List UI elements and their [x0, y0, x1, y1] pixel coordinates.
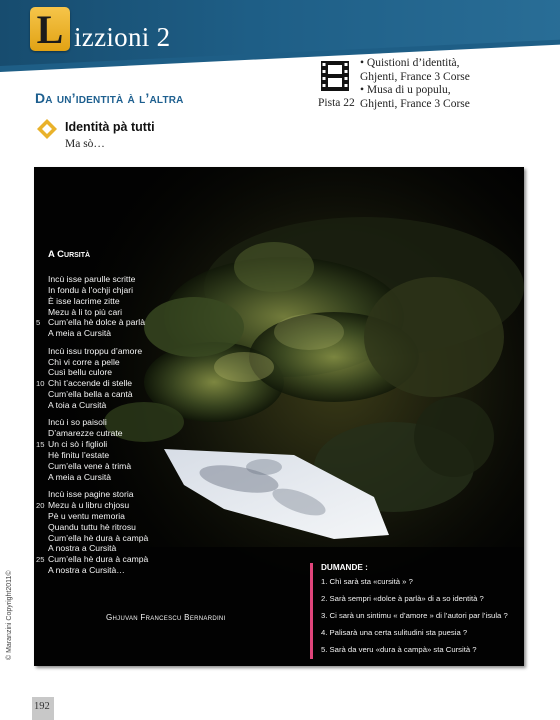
poem-line: A meia a Cursità: [48, 471, 112, 482]
poem-line: Incù issu troppu d’amore: [48, 345, 143, 356]
resource-line: • Quistioni d’identità,: [360, 57, 460, 69]
question-item: 3. Ci sarà un sintimu « d’amore » di l’autori par l’isula ?: [321, 611, 508, 620]
poem-line: A nostra a Cursità…: [48, 565, 125, 576]
copyright-note: © Maranzini Copyright2011©: [6, 570, 13, 660]
resource-line: Ghjenti, France 3 Corse: [360, 97, 470, 110]
poem-line: A nostra a Cursità: [48, 543, 117, 554]
poem-line: Chì vi corre a pelle: [48, 356, 120, 367]
poem-line: Quandu tuttu hè ritrosu: [48, 521, 136, 532]
poem-author: Ghjuvan Francescu Bernardini: [106, 613, 226, 622]
line-number: 20: [36, 500, 45, 510]
logo-letter: L: [36, 7, 64, 52]
poem-line: Cum’ella hè dolce à parlà: [48, 317, 145, 328]
poem-line: A toia a Cursità: [48, 399, 107, 410]
questions-title: DUMANDE :: [321, 563, 368, 572]
film-strip-icon: [321, 61, 349, 91]
subsection-title: Identità pà tutti: [65, 120, 155, 134]
track-label: Pista 22: [318, 97, 355, 109]
diamond-icon: [37, 119, 57, 139]
poem-line: In fondu à l’ochji chjari: [48, 284, 134, 295]
poem-line: D’amarezze cutrate: [48, 428, 123, 439]
question-item: 1. Chì sarà sta «cursità » ?: [321, 577, 413, 586]
lesson-logo: [30, 7, 70, 51]
question-item: 4. Palisarà una certa sulitudini sta puesia ?: [321, 628, 468, 637]
resource-list: [360, 57, 550, 111]
poem-line: Hè finitu l’estate: [48, 449, 110, 460]
resource-line: Ghjenti, France 3 Corse: [360, 70, 470, 83]
line-number: 10: [36, 379, 45, 389]
subsection-subtitle: Ma sò…: [65, 138, 105, 150]
poem-line: Incù isse parulle scritte: [48, 274, 136, 284]
poem-line: Un ci sò i figlioli: [48, 439, 108, 450]
question-item: 2. Sarà sempri «dolce à parlà» di a so identità ?: [321, 594, 484, 603]
question-item: 5. Sarà da veru «dura à campà» sta Cursità ?: [321, 645, 477, 654]
poem-line: Cum’ella vene à trimà: [48, 460, 132, 471]
line-number: 5: [36, 318, 41, 328]
poem-line: Cum’ella bella a cantà: [48, 389, 133, 400]
poem-line: Mezu à u libru chjosu: [48, 499, 130, 510]
line-number: 15: [36, 440, 45, 450]
poem-title: A Cursità: [48, 249, 91, 260]
resource-line: • Musa di u populu,: [360, 84, 451, 97]
poem-line: Incù i so paisoli: [48, 417, 107, 428]
poem-line: Pè u ventu memoria: [48, 510, 125, 521]
poem-line: Chì t’accende di stelle: [48, 378, 133, 389]
poem-line: Incù isse pagine storia: [48, 489, 134, 500]
page-number: 192: [34, 701, 50, 712]
line-number: 25: [36, 555, 45, 565]
poem-line: Cum’ella hè dura à campà: [48, 554, 149, 565]
section-heading: Da un’identità à l’altra: [35, 90, 184, 106]
poem-line: È isse lacrime zitte: [48, 295, 120, 306]
questions-box: [310, 563, 521, 659]
poem-line: Mezu à li to più cari: [48, 306, 123, 317]
poem-line: Cum’ella hè dura à campà: [48, 532, 149, 543]
poem-line: A meia a Cursità: [48, 328, 112, 339]
lesson-title: izzioni 2: [74, 22, 171, 52]
poem-line: Cusì bellu culore: [48, 367, 113, 378]
